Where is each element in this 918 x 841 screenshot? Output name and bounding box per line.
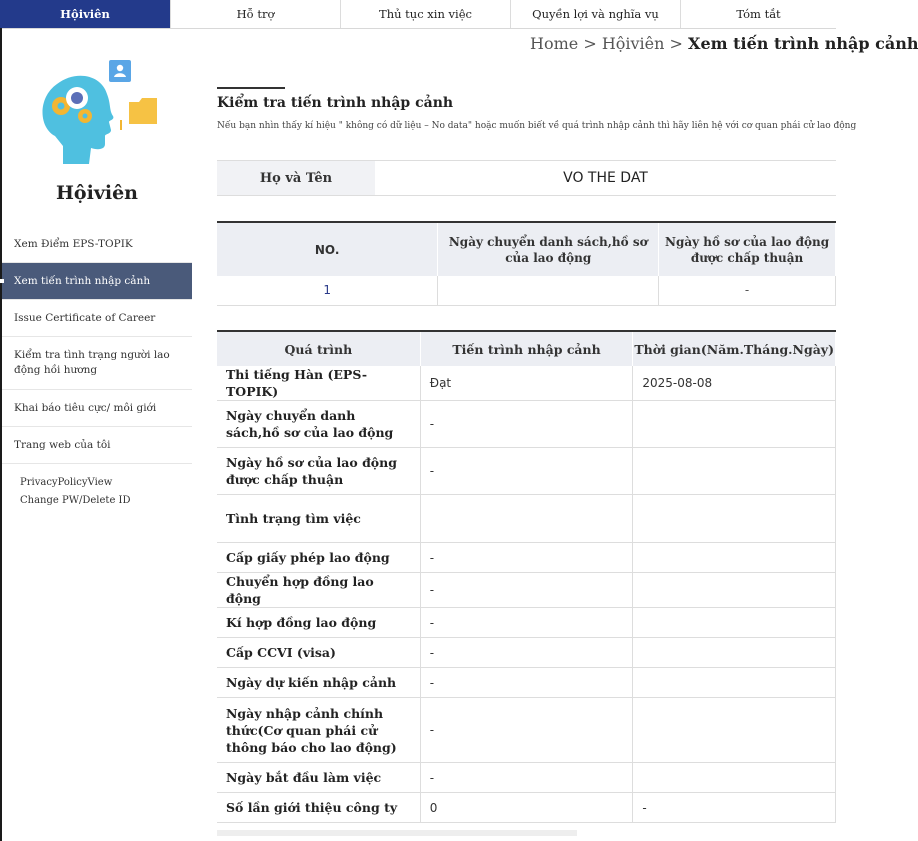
summary-no: 1 (217, 276, 438, 305)
col-time: Thời gian(Năm.Tháng.Ngày) (633, 331, 836, 366)
nav-thu-tuc-xin-viec[interactable]: Thủ tục xin việc (341, 0, 511, 28)
col-list-transfer-date: Ngày chuyển danh sách,hồ sơ của lao động (438, 222, 659, 276)
breadcrumb (530, 34, 918, 53)
sidebar-title: Hộiviên (55, 182, 138, 204)
process-date (633, 763, 836, 793)
table-row (217, 276, 836, 305)
process-step: Cấp CCVI (visa) (217, 638, 420, 668)
nav-hoivien[interactable]: Hộiviên (0, 0, 171, 28)
table-row (217, 543, 836, 573)
col-no: NO. (217, 222, 438, 276)
col-approval-date: Ngày hồ sơ của lao động được chấp thuận (659, 222, 836, 276)
top-nav (0, 0, 836, 29)
col-process: Quá trình (217, 331, 420, 366)
name-value: VO THE DAT (375, 161, 836, 196)
process-status: - (420, 763, 633, 793)
table-row (217, 401, 836, 448)
sidebar-item-career-certificate[interactable]: Issue Certificate of Career (2, 300, 192, 337)
summary-table (217, 221, 836, 306)
process-date (633, 608, 836, 638)
table-row (217, 668, 836, 698)
process-status: - (420, 698, 633, 763)
table-row (217, 448, 836, 495)
process-step: Ngày bắt đầu làm việc (217, 763, 420, 793)
process-step: Cấp giấy phép lao động (217, 543, 420, 573)
sidebar-menu (2, 226, 192, 464)
process-step: Ngày chuyển danh sách,hồ sơ của lao động (217, 401, 420, 448)
summary-approval-date: - (659, 276, 836, 305)
name-label: Họ và Tên (217, 161, 375, 196)
table-row (217, 608, 836, 638)
process-date: - (633, 793, 836, 823)
breadcrumb-section[interactable]: Hộiviên (601, 34, 665, 53)
process-status: 0 (420, 793, 633, 823)
nav-ho-tro[interactable]: Hỗ trợ (171, 0, 341, 28)
sidebar-sub-links (20, 474, 131, 510)
process-step: Ngày nhập cảnh chính thức(Cơ quan phái cử thông báo cho lao động) (217, 698, 420, 763)
section-title: Kiểm tra tiến trình nhập cảnh (217, 95, 454, 111)
table-row (217, 366, 836, 401)
process-status: - (420, 401, 633, 448)
process-status: - (420, 448, 633, 495)
section-rule (217, 87, 285, 89)
process-step: Số lần giới thiệu công ty (217, 793, 420, 823)
process-step: Tình trạng tìm việc (217, 495, 420, 543)
nav-quyen-loi[interactable]: Quyền lợi và nghĩa vụ (511, 0, 681, 28)
process-date (633, 495, 836, 543)
table-row (217, 793, 836, 823)
breadcrumb-current: Xem tiến trình nhập cảnh (688, 34, 918, 53)
process-step: Thi tiếng Hàn (EPS-TOPIK) (217, 366, 420, 401)
notice-text: Nếu bạn nhìn thấy kí hiệu " không có dữ liệu – No data" hoặc muốn biết về quá trình nhập cảnh thì hãy liên hệ với cơ quan phái cử lao động (217, 121, 857, 131)
process-date (633, 448, 836, 495)
privacy-policy-link[interactable]: PrivacyPolicyView (20, 477, 113, 488)
folder-icon (129, 98, 157, 124)
breadcrumb-home[interactable]: Home (530, 34, 579, 53)
process-date (633, 698, 836, 763)
sidebar-item-entry-progress[interactable]: Xem tiến trình nhập cảnh (2, 263, 192, 300)
process-status: - (420, 638, 633, 668)
process-status (420, 495, 633, 543)
col-entry-progress: Tiến trình nhập cảnh (420, 331, 633, 366)
process-status: Đạt (420, 366, 633, 401)
process-date (633, 401, 836, 448)
table-row (217, 638, 836, 668)
process-status: - (420, 608, 633, 638)
process-header-row (217, 331, 836, 366)
nav-tom-tat[interactable]: Tóm tắt (736, 7, 781, 21)
process-status: - (420, 668, 633, 698)
member-head-illustration (35, 58, 165, 168)
sidebar-item-my-page[interactable]: Trang web của tôi (2, 427, 192, 464)
process-status: - (420, 573, 633, 608)
summary-header-row (217, 222, 836, 276)
breadcrumb-separator: > (578, 34, 602, 53)
process-date (633, 573, 836, 608)
change-password-link[interactable]: Change PW/Delete ID (20, 495, 131, 506)
table-row (217, 763, 836, 793)
sidebar-item-eps-topik-score[interactable]: Xem Điểm EPS-TOPIK (2, 226, 192, 263)
breadcrumb-separator: > (664, 34, 689, 53)
name-table (217, 160, 836, 196)
process-table (217, 330, 836, 823)
process-step: Kí hợp đồng lao động (217, 608, 420, 638)
cut-off-footer-text (217, 830, 577, 836)
summary-transfer-date (438, 276, 659, 305)
process-date (633, 543, 836, 573)
process-step: Chuyển hợp đồng lao động (217, 573, 420, 608)
process-status: - (420, 543, 633, 573)
sidebar-item-returnee-status[interactable]: Kiểm tra tình trạng người lao động hồi hương (2, 337, 192, 390)
process-date (633, 668, 836, 698)
process-step: Ngày hồ sơ của lao động được chấp thuận (217, 448, 420, 495)
table-row (217, 573, 836, 608)
process-date: 2025-08-08 (633, 366, 836, 401)
process-date (633, 638, 836, 668)
table-row (217, 698, 836, 763)
process-step: Ngày dự kiến nhập cảnh (217, 668, 420, 698)
table-row (217, 495, 836, 543)
sidebar-item-report-broker[interactable]: Khai báo tiêu cực/ môi giới (2, 390, 192, 427)
